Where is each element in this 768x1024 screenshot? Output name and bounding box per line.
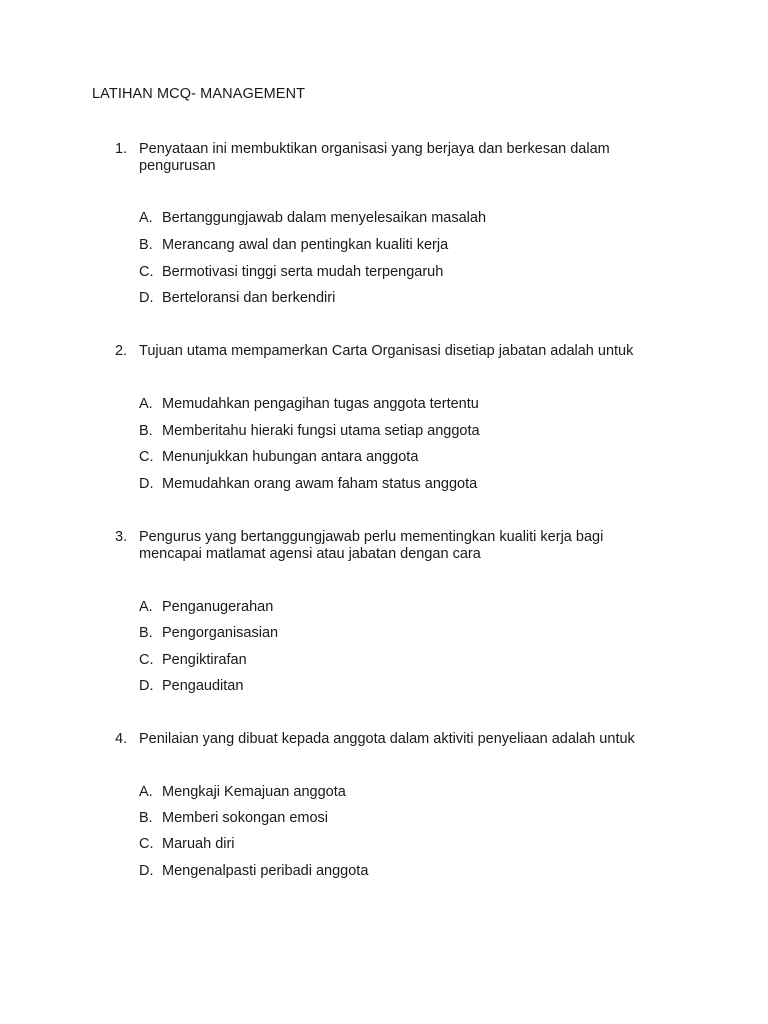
option-text: Pengorganisasian xyxy=(162,625,279,641)
option-text: Maruah diri xyxy=(162,836,235,852)
option-text: Pengiktirafan xyxy=(162,652,247,668)
question-text: Penyataan ini membuktikan organisasi yang berjaya dan berkesan dalam pengurusan xyxy=(139,141,610,174)
question-number: 4. xyxy=(115,731,128,747)
question-number: 3. xyxy=(115,529,128,545)
option-letter: A. xyxy=(139,784,153,800)
question-text: Penilaian yang dibuat kepada anggota dalam aktiviti penyeliaan adalah untuk xyxy=(139,731,635,747)
option-text: Merancang awal dan pentingkan kualiti kerja xyxy=(162,237,449,253)
option-letter: A. xyxy=(139,599,153,615)
option-letter: B. xyxy=(139,625,153,641)
option-letter: C. xyxy=(139,652,154,668)
question-text: Tujuan utama mempamerkan Carta Organisasi disetiap jabatan adalah untuk xyxy=(139,343,634,359)
option-letter: C. xyxy=(139,836,154,852)
option-text: Bertanggungjawab dalam menyelesaikan masalah xyxy=(162,210,487,226)
document-title: LATIHAN MCQ- MANAGEMENT xyxy=(92,86,306,102)
option-text: Bermotivasi tinggi serta mudah terpengaruh xyxy=(162,264,444,280)
option-letter: D. xyxy=(139,476,154,492)
option-letter: D. xyxy=(139,290,154,306)
option-letter: D. xyxy=(139,678,154,694)
option-letter: A. xyxy=(139,396,153,412)
option-letter: B. xyxy=(139,423,153,439)
option-text: Mengenalpasti peribadi anggota xyxy=(162,863,369,879)
option-letter: D. xyxy=(139,863,154,879)
option-letter: B. xyxy=(139,237,153,253)
question-number: 2. xyxy=(115,343,128,359)
option-text: Memudahkan orang awam faham status anggota xyxy=(162,476,478,492)
question-text: Pengurus yang bertanggungjawab perlu mementingkan kualiti kerja bagi mencapai matlamat agensi atau jabatan dengan cara xyxy=(139,529,604,562)
option-text: Mengkaji Kemajuan anggota xyxy=(162,784,346,800)
question-number: 1. xyxy=(115,141,128,157)
option-text: Berteloransi dan berkendiri xyxy=(162,290,336,306)
option-letter: C. xyxy=(139,449,154,465)
option-text: Memberi sokongan emosi xyxy=(162,810,329,826)
option-letter: C. xyxy=(139,264,154,280)
option-letter: B. xyxy=(139,810,153,826)
option-letter: A. xyxy=(139,210,153,226)
option-text: Memudahkan pengagihan tugas anggota tertentu xyxy=(162,396,479,412)
option-text: Menunjukkan hubungan antara anggota xyxy=(162,449,419,465)
option-text: Penganugerahan xyxy=(162,599,274,615)
option-text: Pengauditan xyxy=(162,678,244,694)
option-text: Memberitahu hieraki fungsi utama setiap anggota xyxy=(162,423,480,439)
